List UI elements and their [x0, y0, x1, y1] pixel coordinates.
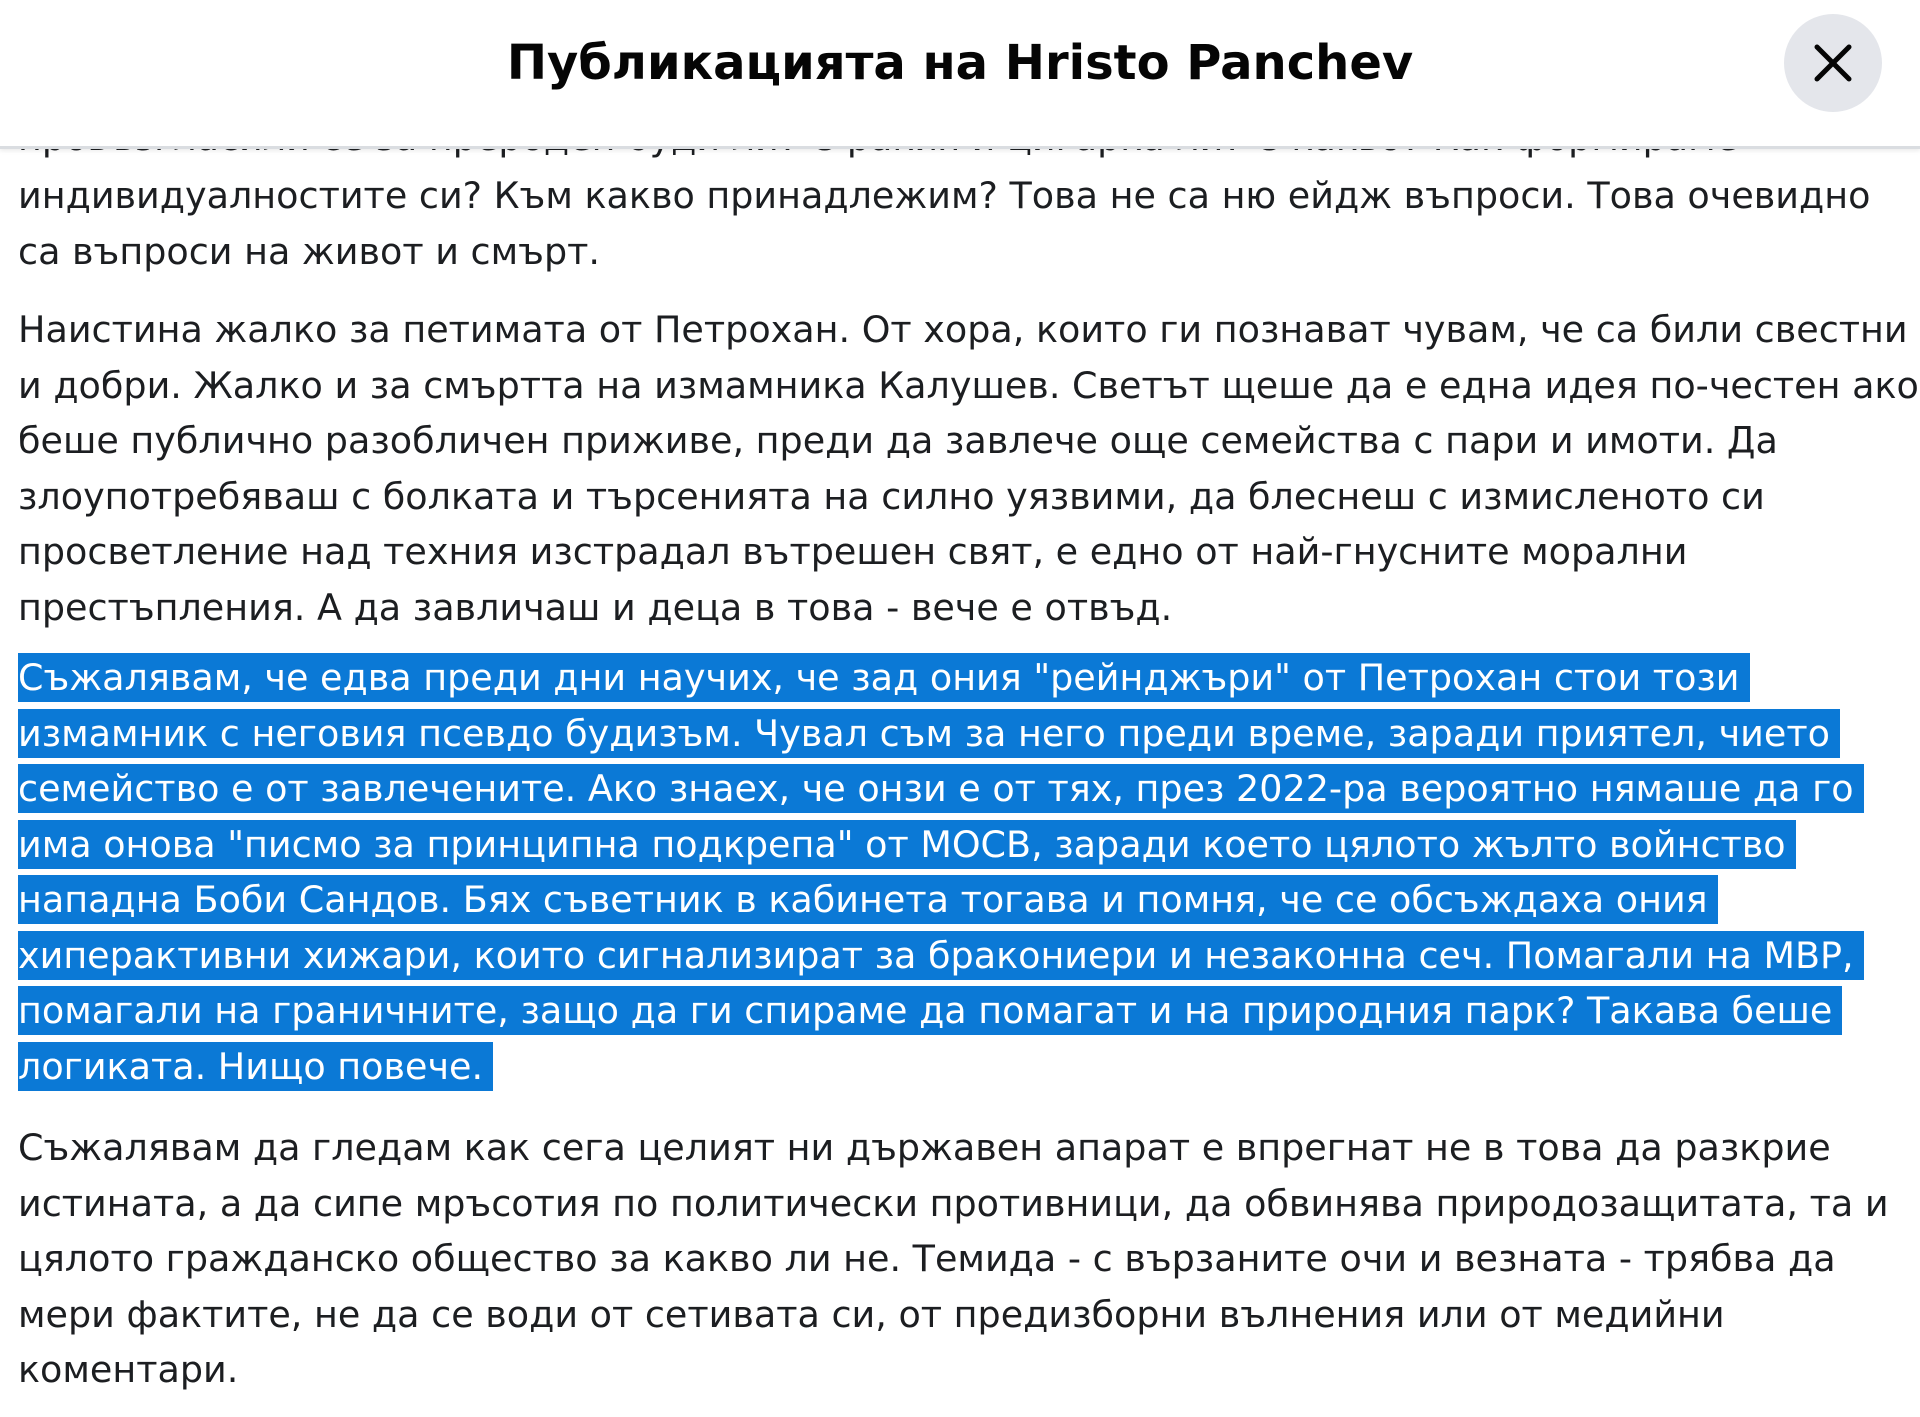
selected-text[interactable]: измамник с неговия псевдо будизъм. Чувал съм за него преди време, заради приятел, чието — [18, 709, 1840, 758]
selected-text-line[interactable] — [18, 928, 1908, 984]
selected-text[interactable]: има онова "писмо за принципна подкрепа" от МОСВ, заради което цялото жълто войнство — [18, 820, 1796, 869]
selected-text-line[interactable] — [18, 761, 1908, 817]
post-text-line: коментари. — [18, 1348, 239, 1391]
selected-text[interactable]: логиката. Нищо повече. — [18, 1042, 493, 1091]
post-paragraph-3-selected[interactable] — [18, 650, 1908, 1094]
selected-text[interactable]: нападна Боби Сандов. Бях съветник в кабинета тогава и помня, че се обсъждаха ония — [18, 875, 1718, 924]
close-button[interactable] — [1784, 14, 1882, 112]
selected-text[interactable]: помагали на граничните, защо да ги спираме да помагат и на природния парк? Такава беше — [18, 986, 1842, 1035]
selected-text-line[interactable] — [18, 650, 1908, 706]
post-text-line: истината, а да сипе мръсотия по политически противници, да обвинява природозащитата, та и — [18, 1181, 1889, 1225]
post-paragraph-1 — [18, 168, 1908, 279]
post-text-line: мери фактите, не да се води от сетивата си, от предизборни вълнения или от медийни — [18, 1292, 1725, 1336]
post-text-line: индивидуалностите си? Към какво принадлежим? Това не са ню ейдж въпроси. Това очевидно — [18, 174, 1871, 217]
post-text-line: Наистина жалко за петимата от Петрохан. От хора, които ги познават чувам, че са били свестни — [18, 308, 1908, 351]
dialog-header — [0, 0, 1920, 149]
post-text-line: злоупотребяваш с болката и търсенията на силно уязвими, да блеснеш с измисленото си — [18, 474, 1765, 518]
post-text-line: цялото гражданско общество за какво ли не. Темида - с вързаните очи и везната - трябва да — [18, 1237, 1836, 1280]
selected-text-line[interactable] — [18, 872, 1908, 928]
selected-text[interactable]: хиперактивни хижари, които сигнализират за бракониери и незаконна сеч. Помагали на МВР, — [18, 931, 1864, 980]
page-title: Публикацията на Hristo Panchev — [506, 35, 1414, 91]
post-text-line: са въпроси на живот и смърт. — [18, 229, 600, 273]
close-icon — [1811, 41, 1855, 85]
post-text-line: престъпления. А да завличаш и деца в това - вече е отвъд. — [18, 585, 1173, 629]
post-text-line: беше публично разобличен приживе, преди да завлече още семейства с пари и имоти. Да — [18, 419, 1778, 462]
post-text-line: просветление над техния изстрадал вътрешен свят, е едно от най-гнусните морални — [18, 530, 1688, 573]
post-text-line: и добри. Жалко и за смъртта на измамника Калушев. Светът щеше да е една идея по-честен ако — [18, 363, 1919, 407]
selected-text-line[interactable] — [18, 706, 1908, 762]
selected-text-line[interactable] — [18, 1039, 1908, 1095]
selected-text-line[interactable] — [18, 817, 1908, 873]
post-paragraph-4 — [18, 1120, 1908, 1398]
post-text-line: Съжалявам да гледам как сега целият ни държавен апарат е впрегнат не в това да разкрие — [18, 1126, 1831, 1169]
post-paragraph-2 — [18, 302, 1919, 635]
selected-text[interactable]: Съжалявам, че едва преди дни научих, че зад ония "рейнджъри" от Петрохан стои този — [18, 653, 1750, 702]
selected-text[interactable]: семейство е от завлечените. Ако знаех, че онзи е от тях, през 2022-ра вероятно нямаше да го — [18, 764, 1864, 813]
selected-text-line[interactable] — [18, 983, 1908, 1039]
